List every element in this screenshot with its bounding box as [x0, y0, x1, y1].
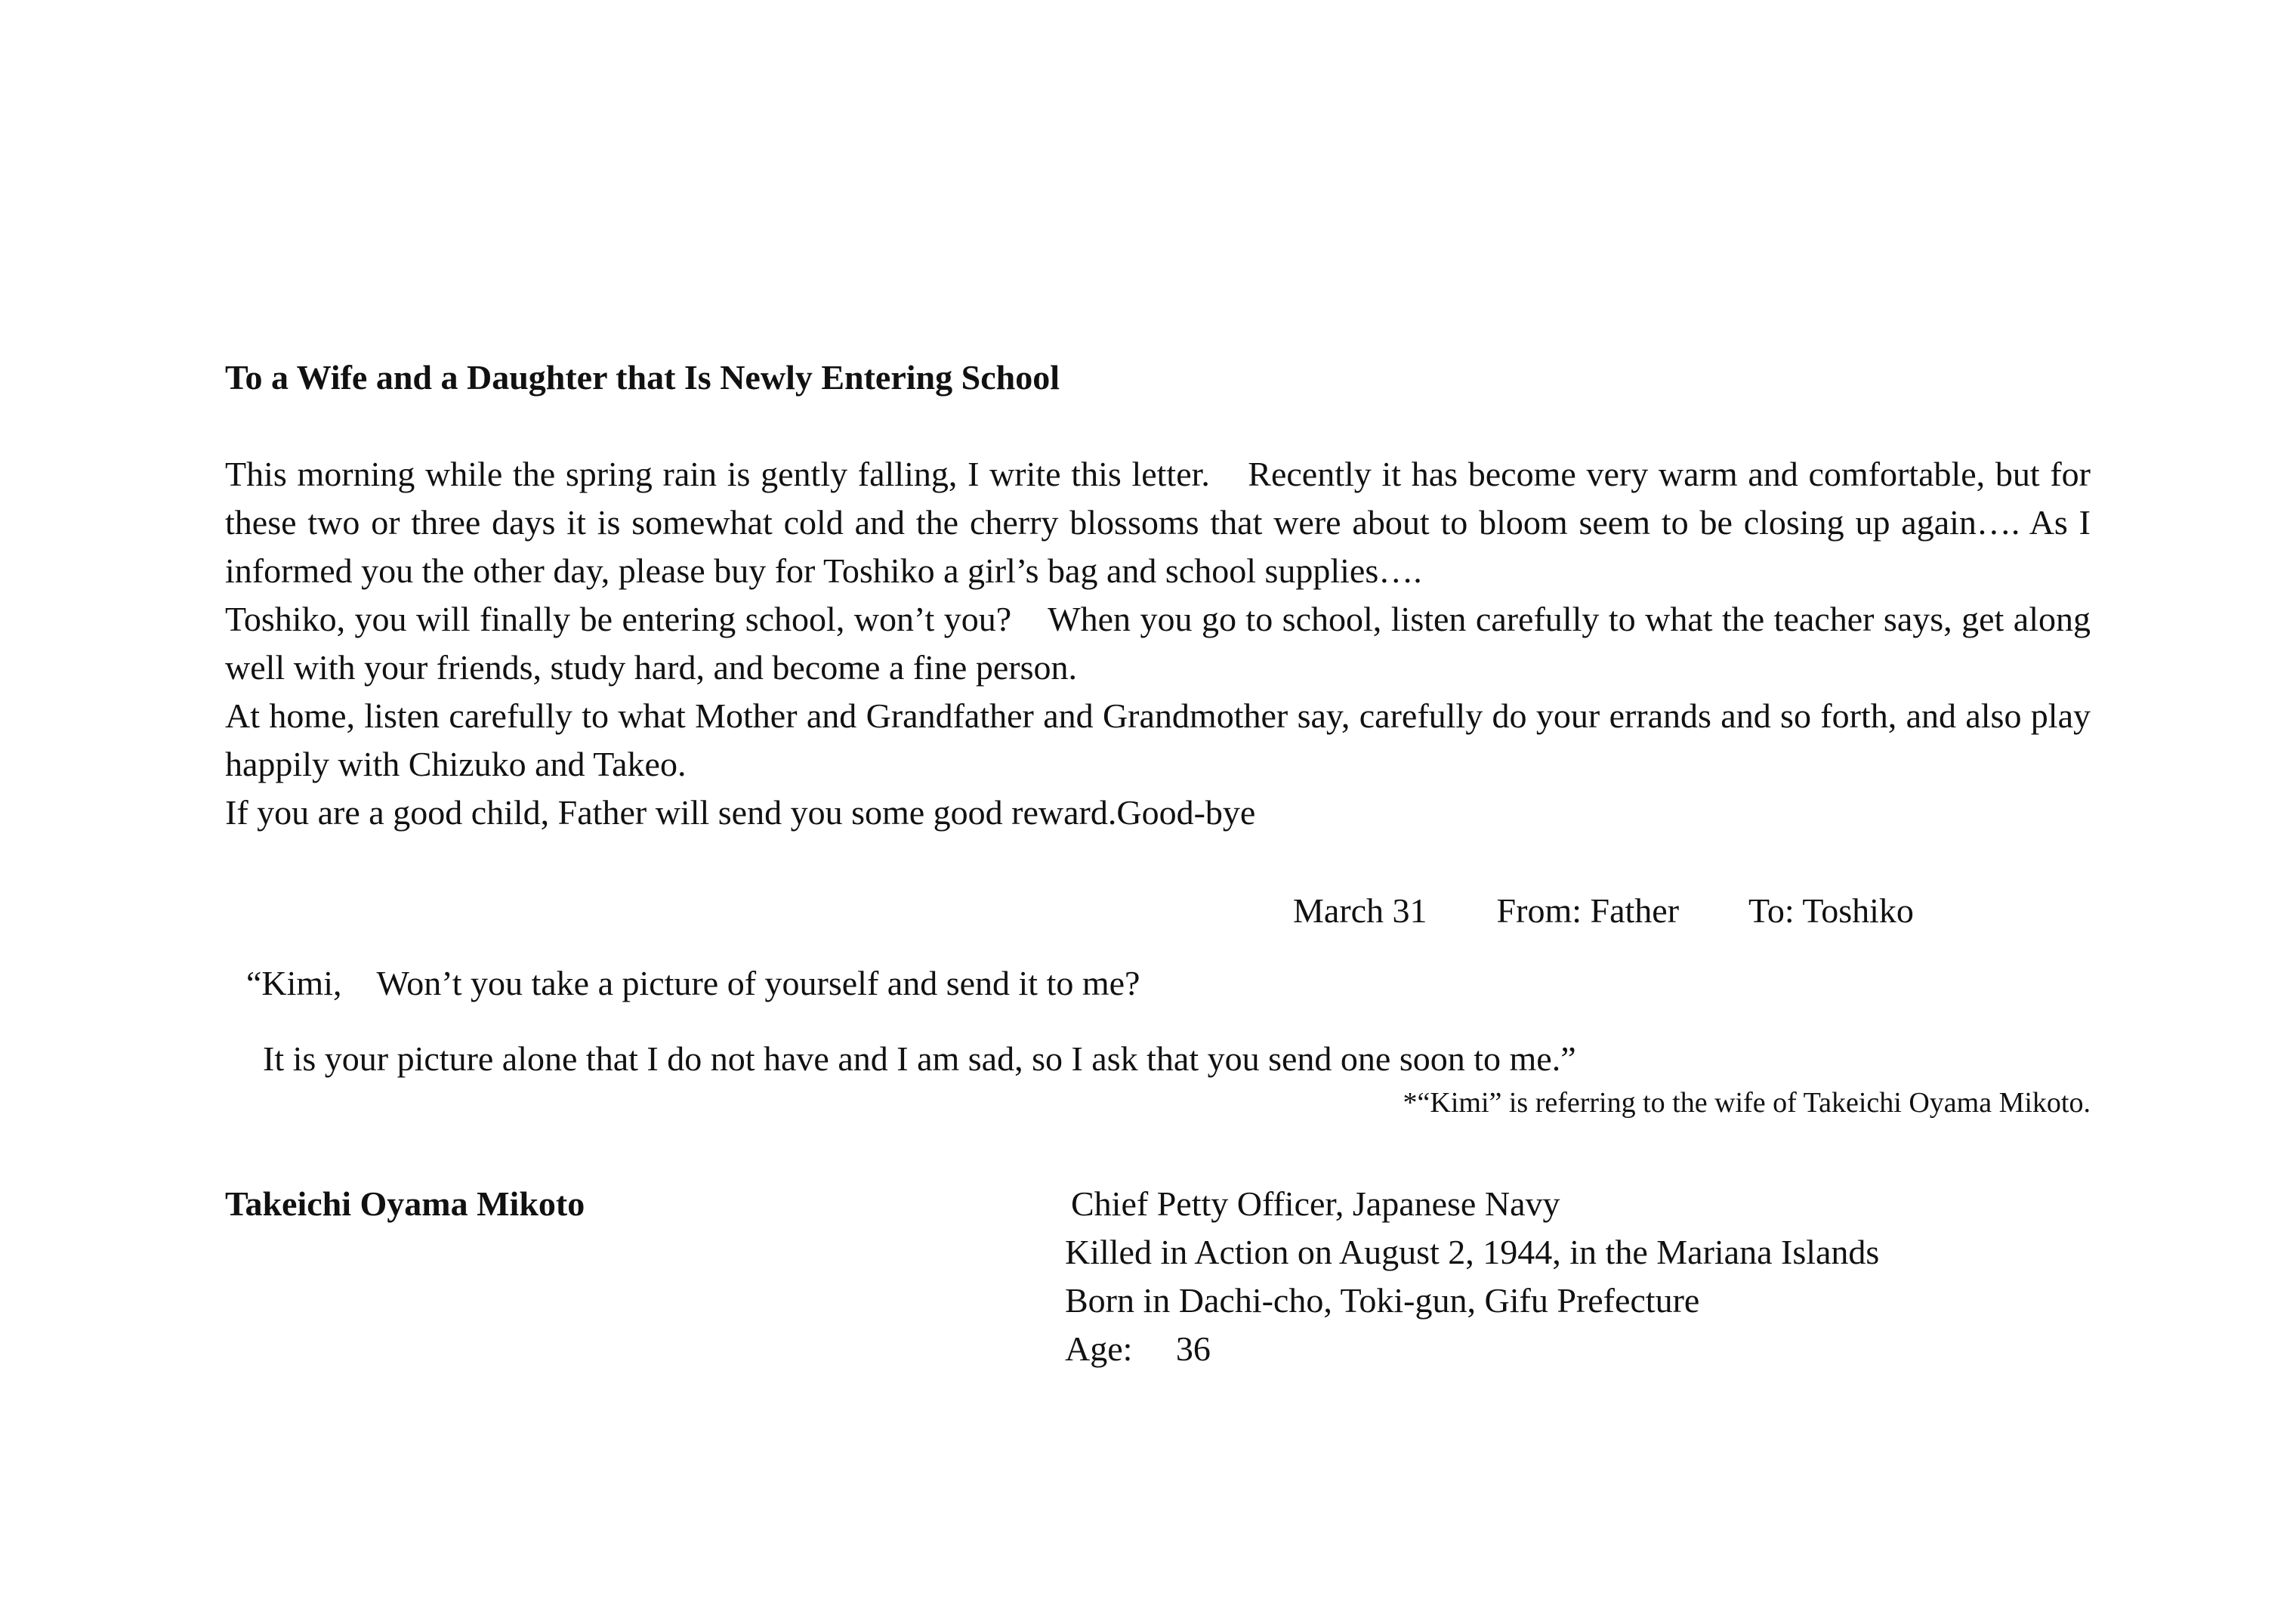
letter-title: To a Wife and a Daughter that Is Newly Entering School: [225, 358, 1060, 397]
quote-line-2: It is your picture alone that I do not have and I am sad, so I ask that you send one soon to me.”: [263, 1039, 1576, 1078]
paragraph-3: At home, listen carefully to what Mother and Grandfather and Grandmother say, carefully do your errands and so forth, and also play happily with Chizuko and Takeo.: [225, 696, 2091, 783]
paragraph-4: If you are a good child, Father will send you some good reward.Good-bye: [225, 793, 1256, 832]
author-bio: [1065, 1180, 1879, 1373]
bio-rank: Chief Petty Officer, Japanese Navy: [1071, 1184, 1560, 1223]
bio-age: Age: 36: [1065, 1329, 1211, 1368]
footnote: *“Kimi” is referring to the wife of Takeichi Oyama Mikoto.: [1403, 1087, 2091, 1119]
paragraph-2: Toshiko, you will finally be entering school, won’t you? When you go to school, listen carefully to what the teacher says, get along well with your friends, study hard, and become a fine person.: [225, 600, 2091, 687]
author-name: Takeichi Oyama Mikoto: [225, 1184, 585, 1223]
letter-body: [225, 450, 2091, 837]
quote-line-1: “Kimi, Won’t you take a picture of yourself and send it to me?: [246, 964, 1140, 1002]
bio-death: Killed in Action on August 2, 1944, in the Mariana Islands: [1065, 1233, 1880, 1271]
bio-birthplace: Born in Dachi-cho, Toki-gun, Gifu Prefecture: [1065, 1281, 1700, 1320]
paragraph-1: This morning while the spring rain is gently falling, I write this letter. Recently it has become very warm and comfortable, but for these two or three days it is somewhat cold and the cherry blossoms that were about to bloom seem to be closing up again…. As I informed you the other day, please buy for Toshiko a girl’s bag and school supplies….: [225, 455, 2091, 590]
letter-signoff: March 31 From: Father To: Toshiko: [1293, 891, 1914, 930]
